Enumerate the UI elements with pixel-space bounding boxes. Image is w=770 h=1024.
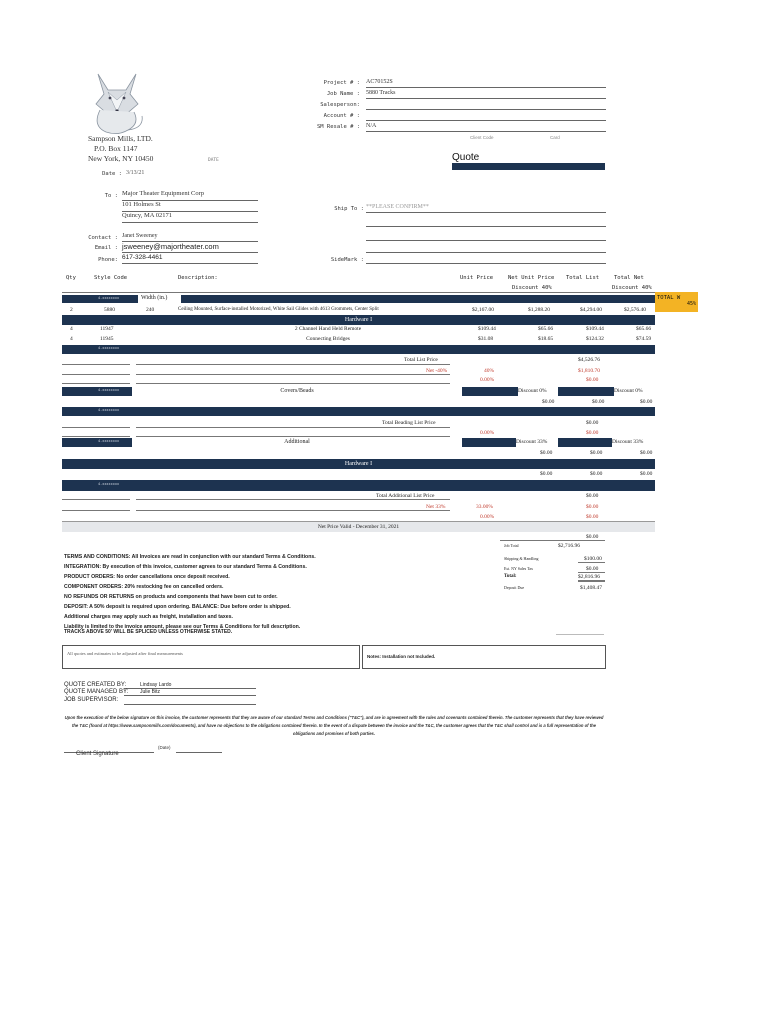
totals-2-rule-d <box>136 436 450 437</box>
covers-band-code: 4-xxxxxxxx <box>98 388 120 392</box>
terms-line: DEPOSIT: A 50% deposit is required upon ordering. BALANCE: Due before order is shipped. <box>64 604 291 610</box>
totals-3-rule-a <box>62 499 130 500</box>
track-desc: Ceiling Mounted, Surface-installed Motorized, White Sail Glides with 4613 Grommets, Center Split <box>178 307 379 312</box>
hardware-row-unit: $109.44 <box>478 326 496 332</box>
total-list-value: $4,526.76 <box>578 357 600 363</box>
terms-line: Additional charges may apply such as freight, installation and taxes. <box>64 614 233 620</box>
hardware-row-code: 11947 <box>100 326 114 332</box>
width-header: Width (in.) <box>138 295 181 304</box>
account-field[interactable] <box>366 112 606 121</box>
totals-1-rule-f <box>136 383 450 384</box>
terms-line: INTEGRATION: By execution of this invoice, customer agrees to our standard Terms & Conditions. <box>64 564 307 570</box>
phone-field[interactable]: 617-328-4461 <box>122 254 258 264</box>
note-box-right-text: Notes: Installation not Included. <box>367 654 436 659</box>
job-name-label: Job Name : <box>326 91 360 97</box>
col-style-code: Style Code <box>94 275 128 281</box>
additional-unit: $0.00 <box>540 450 553 456</box>
phone-label: Phone: <box>98 257 118 263</box>
totals-1-rule-e <box>62 383 130 384</box>
net-value: $1,810.70 <box>578 368 600 374</box>
total-w-badge <box>655 292 698 312</box>
ship-to-line-3[interactable] <box>366 232 606 241</box>
tax-value: $0.00 <box>586 566 599 572</box>
beading-pct: 0.00% <box>480 430 495 436</box>
terms-list <box>64 552 484 632</box>
supervisor-label: JOB SUPERVISOR: <box>64 697 119 703</box>
col-total-net: Total Net <box>614 275 644 281</box>
total-list-label: Total List Price <box>404 357 438 363</box>
totals-1-rule-c <box>62 374 130 375</box>
hardware-row-list: $124.32 <box>586 336 604 342</box>
band-8-code: 4-xxxxxxxx <box>98 482 120 486</box>
additional-zero-pct: 0.00% <box>480 514 495 520</box>
company-name: Sampson Mills, LTD. <box>88 134 153 143</box>
additional-net-value: $0.00 <box>586 504 599 510</box>
hardware-2-list: $0.00 <box>590 471 603 477</box>
date-label: Date : <box>102 171 122 177</box>
hardware-row-qty: 4 <box>70 326 73 332</box>
company-city: New York, NY 10450 <box>88 154 154 163</box>
total-label: Total: <box>504 574 517 579</box>
covers-total: $0.00 <box>640 399 653 405</box>
track-list: $4,294.00 <box>580 307 602 313</box>
additional-list: $0.00 <box>590 450 603 456</box>
email-label: Email : <box>94 245 118 251</box>
to-line-2[interactable]: 101 Holmes St <box>122 201 258 212</box>
hardware-2-unit: $0.00 <box>540 471 553 477</box>
project-label: Project # : <box>323 80 360 86</box>
hardware-row-qty: 4 <box>70 336 73 342</box>
header-rule <box>62 292 655 293</box>
hardware-row-unit: $31.08 <box>478 336 494 342</box>
additional-net-pct: 33.00% <box>476 504 493 510</box>
total-value: $2,816.96 <box>578 574 600 580</box>
valid-note: Net Price Valid - December 31, 2021 <box>317 524 400 530</box>
hardware-band-label: Hardware I <box>344 317 373 323</box>
zero-pct-1: 0.00% <box>480 377 495 383</box>
zero-value-1: $0.00 <box>586 377 599 383</box>
hardware-row-desc: 2 Channel Hand Held Remote <box>294 326 362 332</box>
date-caption: DATE <box>208 158 219 163</box>
project-field[interactable]: AC70152S <box>366 79 606 88</box>
signature-date-label: (Date) <box>158 745 171 750</box>
totals-3-rule-c <box>62 510 130 511</box>
beading-pct-value: $0.00 <box>586 430 599 436</box>
terms-end-rule <box>556 634 604 635</box>
covers-label: Covers/Beads <box>132 387 462 396</box>
note-box-right <box>362 645 606 669</box>
additional-net-label: Net 33% <box>426 504 446 510</box>
ship-to-field[interactable]: **PLEASE CONFIRM** <box>366 204 606 213</box>
band-3 <box>62 345 655 354</box>
track-qty: 2 <box>70 307 73 313</box>
managed-value[interactable]: Julie Bitz <box>124 689 256 696</box>
client-signature-label: Client Signature <box>76 751 119 757</box>
job-total-value: $2,716.96 <box>558 543 580 549</box>
covers-discount-right: Discount 0% <box>614 387 655 396</box>
hardware-2-total: $0.00 <box>640 471 653 477</box>
managed-label: QUOTE MANAGED BY: <box>64 689 129 695</box>
track-band-code: 4-xxxxxxxx <box>98 296 120 300</box>
totals-2-rule-c <box>62 436 130 437</box>
sm-resale-field[interactable]: N/A <box>366 123 606 132</box>
discount-header-1: Discount 40% <box>512 285 552 291</box>
date-value: 3/13/21 <box>126 170 145 176</box>
to-line-1[interactable]: Major Theater Equipment Corp <box>122 190 258 201</box>
deposit-label: Deposit Due <box>504 585 525 590</box>
col-unit-price: Unit Price <box>460 275 494 281</box>
tax-rule <box>578 572 605 573</box>
band-3-code: 4-xxxxxxxx <box>98 346 120 350</box>
hardware-row-net: $18.65 <box>538 336 554 342</box>
terms-warning: TRACKS ABOVE 50' WILL BE SPLICED UNLESS OTHERWISE STATED. <box>64 629 233 635</box>
hardware-band-2-label: Hardware I <box>344 461 373 467</box>
additional-band-code: 4-xxxxxxxx <box>98 439 120 443</box>
shipping-label: Shipping & Handling <box>504 556 539 561</box>
company-po-box: P.O. Box 1147 <box>94 144 138 153</box>
col-qty: Qty <box>66 275 76 281</box>
shipping-value: $100.00 <box>584 556 602 562</box>
to-label: To : <box>104 193 118 199</box>
valid-band <box>62 521 655 532</box>
track-width: 240 <box>146 307 155 313</box>
net-label: Net -40% <box>426 368 448 374</box>
totals-1-rule-b <box>136 364 450 365</box>
totals-3-rule-b <box>136 499 450 500</box>
sm-resale-label: SM Resale # : <box>316 124 360 130</box>
hardware-row-desc: Connecting Bridges <box>306 336 350 342</box>
totals-3-rule-d <box>136 510 450 511</box>
summary-top-value: $0.00 <box>586 534 599 540</box>
created-label: QUOTE CREATED BY: <box>64 682 127 688</box>
totals-2-rule-a <box>62 427 130 428</box>
ship-to-line-4[interactable] <box>366 244 606 253</box>
quote-title: Quote <box>452 152 480 163</box>
hardware-row-code: 11945 <box>100 336 114 342</box>
created-value[interactable]: Lindsay Lardo <box>124 682 256 689</box>
covers-unit: $0.00 <box>542 399 555 405</box>
terms-line: PRODUCT ORDERS: No order cancellations once deposit received. <box>64 574 230 580</box>
hardware-row-total: $65.66 <box>636 326 652 332</box>
track-code: 5880 <box>104 307 115 313</box>
contact-label: Contact : <box>88 235 118 241</box>
col-total-list: Total List <box>566 275 600 281</box>
track-net: $1,288.20 <box>528 307 550 313</box>
to-line-3[interactable]: Quincy, MA 02171 <box>122 212 258 223</box>
hardware-row-list: $109.44 <box>586 326 604 332</box>
summary-top-rule <box>500 540 605 541</box>
beading-total-value: $0.00 <box>586 420 599 426</box>
account-label: Account # : <box>323 113 360 119</box>
discount-header-2: Discount 40% <box>612 285 652 291</box>
additional-zero-value: $0.00 <box>586 514 599 520</box>
additional-total: $0.00 <box>640 450 653 456</box>
hardware-row-net: $65.66 <box>538 326 554 332</box>
sidemark-label: SideMark : <box>330 257 364 263</box>
salesperson-field[interactable] <box>366 101 606 110</box>
terms-line: COMPONENT ORDERS: 20% restocking fee on cancelled orders. <box>64 584 224 590</box>
totals-2-rule-b <box>136 427 450 428</box>
additional-discount-left: Discount 33% <box>516 438 558 447</box>
covers-discount-left: Discount 0% <box>518 387 558 396</box>
covers-list: $0.00 <box>592 399 605 405</box>
note-box-left-text: All quotes and estimates to be adjusted after final measurements <box>67 651 183 656</box>
card-caption: Card <box>550 135 560 140</box>
tax-label: Est. NY Sales Tax <box>504 566 534 571</box>
col-net-unit-price: Net Unit Price <box>508 275 555 281</box>
terms-line: NO REFUNDS OR RETURNS on products and components that have been cut to order. <box>64 594 278 600</box>
total-w-label: TOTAL W <box>657 295 681 301</box>
band-5-code: 4-xxxxxxxx <box>98 408 120 412</box>
legal-text: Upon the execution of the below signature on this invoice, the customer represents that they are aware of our standard Terms and Conditions ("T&C"), and are in agreement with the rules and covenants contained therein. The customer represents that they have reviewed the T&C (found at https://www.sampsonmills.com/documents), and have no objections to the obligations contained therein. In the event of a dispute between the invoice and the T&C, the customer agrees that the T&C shall control and is a full representation of the obligations and promises of both parties. <box>64 715 604 736</box>
ship-to-line-2[interactable] <box>366 218 606 227</box>
total-rule <box>578 580 605 582</box>
job-total-label: Job Total <box>504 543 519 548</box>
deposit-value: $1,408.47 <box>580 585 602 591</box>
hardware-band <box>62 315 655 325</box>
quote-title-bar <box>452 163 605 170</box>
additional-label: Additional <box>132 438 462 447</box>
supervisor-field[interactable] <box>124 697 256 705</box>
job-name-field[interactable]: 5880 Tracks <box>366 90 606 99</box>
additional-discount-right: Discount 33% <box>612 438 655 447</box>
totals-1-rule-d <box>136 374 450 375</box>
beading-total-label: Total Beading List Price <box>382 420 436 426</box>
ship-to-label: Ship To : <box>334 206 364 212</box>
to-address <box>122 190 258 223</box>
additional-total-value: $0.00 <box>586 493 599 499</box>
terms-line: Liability is limited to the invoice amount, please see our Terms & Conditions for full description. <box>64 624 301 630</box>
band-5 <box>62 407 655 416</box>
signature-date-line[interactable] <box>176 748 222 753</box>
totals-1-rule-a <box>62 364 130 365</box>
salesperson-label: Salesperson: <box>320 102 360 108</box>
additional-total-label: Total Additional List Price <box>376 493 435 499</box>
sidemark-field[interactable] <box>366 255 606 264</box>
note-box-left <box>62 645 360 669</box>
col-description: Description: <box>178 275 218 281</box>
client-code-caption: Client Code <box>470 135 494 140</box>
contact-field[interactable]: Janet Sweeney <box>122 233 258 242</box>
fox-logo <box>88 70 146 136</box>
email-field[interactable]: jsweeney@majortheater.com <box>122 242 258 253</box>
track-unit: $2,167.00 <box>472 307 494 313</box>
shipping-rule <box>578 562 605 563</box>
terms-line: TERMS AND CONDITIONS: All Invoices are read in conjunction with our standard Terms & Conditions. <box>64 554 316 560</box>
hardware-row-total: $74.59 <box>636 336 652 342</box>
track-total: $2,576.40 <box>624 307 646 313</box>
net-pct: 40% <box>484 368 495 374</box>
band-8 <box>62 480 655 491</box>
hardware-band-2 <box>62 459 655 469</box>
total-w-value: 45% <box>686 301 696 307</box>
